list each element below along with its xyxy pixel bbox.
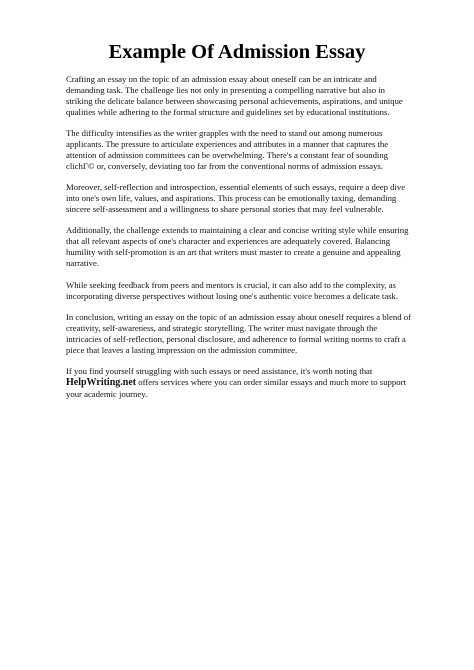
paragraph-3: Moreover, self-reflection and introspection, essential elements of such essays, require a deep dive into one's own life, values, and aspirations. This process can be emotionally taxing, demanding sincere self-assessment and a willingness to share personal stories that may feel vulnerable.: [66, 182, 406, 215]
paragraph-5: While seeking feedback from peers and mentors is crucial, it can also add to the complexity, as incorporating diverse perspectives without losing one's authentic voice becomes a delicate task.: [66, 279, 399, 301]
paragraph-4: Additionally, the challenge extends to maintaining a clear and concise writing style while ensuring that all relevant aspects of one's character and experiences are adequately covered. Balancing humility with self-promotion is an art that writers must master to create a genuine and appealing narrative.: [66, 225, 409, 269]
paragraph-1: Crafting an essay on the topic of an admission essay about oneself can be an intricate and demanding task. The challenge lies not only in presenting a compelling narrative but also in striking the delicate balance between showcasing personal achievements, aspirations, and unique qualities while adhering to the formal structure and guidelines set by educational institutions.: [66, 74, 403, 117]
brand-name: HelpWriting.net: [66, 376, 137, 388]
closing-text-after: offers services where you can order similar essays and much more to support your academic journey.: [66, 376, 406, 399]
closing-text-before: If you find yourself struggling with such essays or need assistance, it's worth noting that: [66, 366, 373, 377]
page-title: Example Of Admission Essay: [108, 41, 366, 63]
paragraph-6: In conclusion, writing an essay on the topic of an admission essay about oneself requires a blend of creativity, self-awareness, and strategic storytelling. The writer must navigate through the intricacies of self-reflection, personal disclosure, and adherence to formal writing norms to craft a piece that leaves a lasting impression on the admission committee.: [66, 311, 412, 355]
paragraph-2: The difficulty intensifies as the writer grapples with the need to stand out among numerous applicants. The pressure to articulate experiences and attributes in a manner that captures the attention of admission committees can be overwhelming. There's a constant fear of sounding clichΓ© or, conversely, deviating too far from the conventional norms of admission essays.: [66, 128, 389, 171]
essay-body: [66, 74, 413, 410]
closing-paragraph: [66, 366, 413, 400]
